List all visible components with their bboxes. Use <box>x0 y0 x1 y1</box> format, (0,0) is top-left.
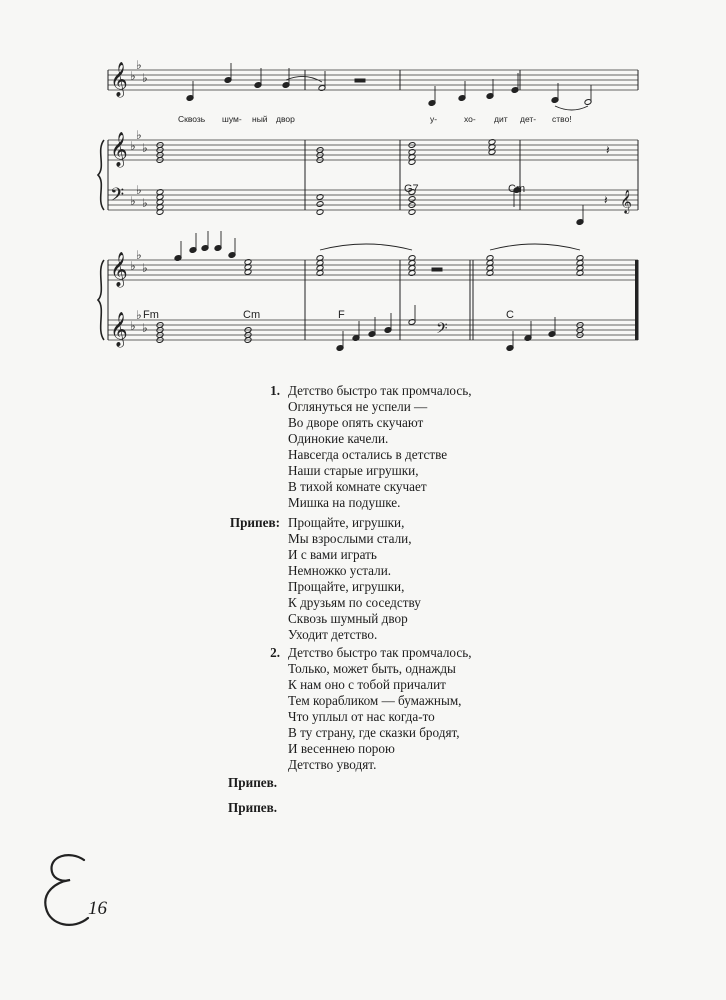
chord-symbol: Fm <box>143 309 159 321</box>
lyric-syllable: дит <box>494 114 508 124</box>
half-rest-icon <box>432 268 442 271</box>
chord-symbol: C <box>506 309 514 321</box>
verse-line: Что уплыл от нас когда-то <box>288 709 435 724</box>
flat-sign-icon: ♭ <box>136 308 142 322</box>
treble-clef-icon: 𝄞 <box>620 189 632 213</box>
verse-label: 1. <box>270 383 280 398</box>
refrain-reference: Припев. <box>228 775 278 790</box>
piano-brace-icon <box>98 260 104 340</box>
flat-sign-icon: ♭ <box>142 321 148 335</box>
flat-sign-icon: ♭ <box>142 71 148 85</box>
verse-line: Навсегда остались в детстве <box>288 447 448 462</box>
flat-sign-icon: ♭ <box>130 194 136 208</box>
quarter-rest-icon: 𝄽 <box>604 193 608 207</box>
final-barline <box>635 260 638 340</box>
verse-2 <box>228 645 628 773</box>
lyric-syllable: дет- <box>520 114 537 124</box>
piano-brace-icon <box>98 140 104 210</box>
verse-line: Тем корабликом — бумажным, <box>288 693 462 708</box>
flat-sign-icon: ♭ <box>142 196 148 210</box>
verse-line: Немножко устали. <box>288 563 392 578</box>
verse-line: И весеннею порою <box>288 741 395 756</box>
verse-line: Во дворе опять скучают <box>288 415 424 430</box>
chord-symbol: F <box>338 309 345 321</box>
verse-label: 2. <box>270 645 280 660</box>
bass-clef-icon: 𝄢 <box>436 320 448 341</box>
verse-line: Оглянуться не успели — <box>288 399 428 414</box>
flat-sign-icon: ♭ <box>136 128 142 142</box>
verse-1 <box>228 383 628 511</box>
refrain <box>228 515 628 643</box>
flat-sign-icon: ♭ <box>130 69 136 83</box>
treble-clef-icon: 𝄞 <box>110 132 128 167</box>
verse-line: Мы взрослыми стали, <box>288 531 412 546</box>
tie-icon <box>320 244 412 250</box>
half-rest-icon <box>355 79 365 82</box>
lyric-syllable: хо- <box>464 114 476 124</box>
bass-clef-icon: 𝄢 <box>110 185 125 210</box>
verse-line: Детство быстро так промчалось, <box>288 383 472 398</box>
flat-sign-icon: ♭ <box>142 141 148 155</box>
flat-sign-icon: ♭ <box>130 319 136 333</box>
chord-note <box>408 196 416 203</box>
tie-icon <box>555 106 588 110</box>
lyric-syllable: ство! <box>552 114 572 124</box>
treble-clef-icon: 𝄞 <box>110 312 128 347</box>
verse-line: Прощайте, игрушки, <box>288 515 405 530</box>
verse-line: В ту страну, где сказки бродят, <box>288 725 460 740</box>
verse-line: Детство быстро так промчалось, <box>288 645 472 660</box>
flat-sign-icon: ♭ <box>130 139 136 153</box>
chord-symbol: Cm <box>243 309 261 321</box>
tie-icon <box>286 76 322 82</box>
flat-sign-icon: ♭ <box>142 261 148 275</box>
verse-line: Сквозь шумный двор <box>288 611 408 626</box>
tie-icon <box>490 244 580 250</box>
flat-sign-icon: ♭ <box>136 183 142 197</box>
verse-line: Только, может быть, однажды <box>288 661 456 676</box>
flat-sign-icon: ♭ <box>130 259 136 273</box>
lyric-syllable: шум- <box>222 114 242 124</box>
flat-sign-icon: ♭ <box>136 58 142 72</box>
treble-clef-icon: 𝄞 <box>110 252 128 287</box>
verse-line: Мишка на подушке. <box>288 495 401 510</box>
lyric-syllable: у- <box>430 114 438 124</box>
lyric-syllable: двор <box>276 114 295 124</box>
sheet-music <box>0 0 726 380</box>
chord-symbol: G7 <box>404 183 419 195</box>
verse-line: И с вами играть <box>288 547 377 562</box>
ornament-letter-icon <box>40 852 92 932</box>
verse-line: К нам оно с тобой причалит <box>288 677 446 692</box>
verse-line: Прощайте, игрушки, <box>288 579 405 594</box>
lyric-syllable: ный <box>252 114 268 124</box>
flat-sign-icon: ♭ <box>136 248 142 262</box>
verse-line: Наши старые игрушки, <box>288 463 419 478</box>
lyric-syllable: Сквозь <box>178 114 206 124</box>
verse-line: Детство уводят. <box>288 757 377 772</box>
verse-line: К друзьям по соседству <box>288 595 421 610</box>
verse-line: Уходит детство. <box>288 627 378 642</box>
page-number: 16 <box>88 898 107 919</box>
refrain-reference: Припев. <box>228 800 278 815</box>
verse-line: В тихой комнате скучает <box>288 479 427 494</box>
refrain-label: Припев: <box>229 515 280 530</box>
treble-clef-icon: 𝄞 <box>110 62 128 97</box>
chord-note <box>316 201 324 208</box>
verse-line: Одинокие качели. <box>288 431 389 446</box>
chord-symbol: Cm <box>508 183 526 195</box>
quarter-rest-icon: 𝄽 <box>606 143 610 157</box>
